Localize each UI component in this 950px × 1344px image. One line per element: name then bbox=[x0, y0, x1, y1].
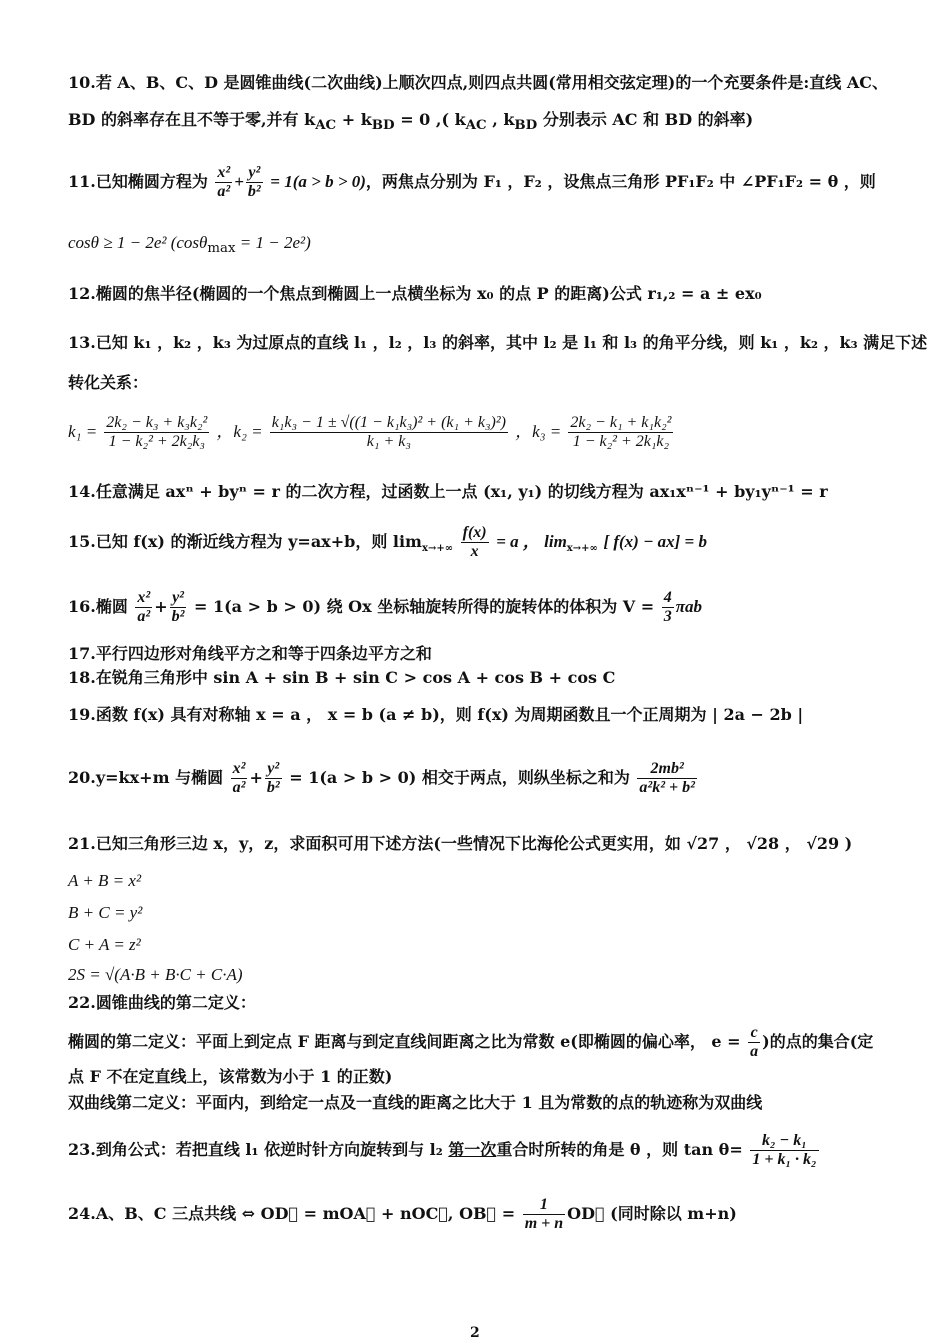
ellipse-condition: = 1(a > b > 0) bbox=[270, 172, 366, 191]
item-11-post: ，两焦点分别为 F₁ ，F₂ ，设焦点三角形 PF₁F₂ 中 ∠PF₁F₂ = θ ，则 bbox=[365, 172, 876, 191]
k3-lhs: ，k₃ = bbox=[515, 422, 562, 441]
item-15 bbox=[68, 520, 910, 571]
equation-1: A + B = x² bbox=[68, 871, 142, 890]
frac-den: a²k² + b² bbox=[639, 779, 695, 796]
item-15-prefix: 15.已知 f(x) 的渐近线方程为 y=ax+b，则 lim bbox=[68, 532, 422, 551]
pi-ab: πab bbox=[675, 597, 703, 616]
item-22-hyperbola: 双曲线第二定义：平面内，到给定一点及一直线的距离之比大于 1 且为常数的点的轨迹称为双曲线 bbox=[68, 1093, 763, 1112]
sub-bd-2: BD bbox=[514, 117, 538, 134]
item-18: 18.在锐角三角形中 sin A + sin B + sin C > cos A + cos B + cos C bbox=[68, 668, 616, 687]
frac-num: x² bbox=[217, 164, 231, 181]
k2-lhs: ，k₂ = bbox=[216, 422, 263, 441]
item-22-ellipse bbox=[68, 1022, 910, 1062]
item-20: 20.y=kx+m 与椭圆 $\frac{\text{x²}}{\text{a²}}$ + $\frac{\text{y²}}{\text{b²}}$ = 1(a > b > 0) 相交于两点，则纵坐标之和为 $\frac{\text{2mb²}}{\text{a²k² + b²}}$ bbox=[68, 760, 695, 796]
cos-max-value: = 1 − 2e²) bbox=[235, 233, 311, 252]
item-13-formulas bbox=[68, 402, 910, 462]
item-19: 19.函数 f(x) 具有对称轴 x = a ， x = b (a ≠ b)，则 f(x) 为周期函数且一个正周期为 | 2a − 2b | bbox=[68, 705, 804, 724]
item-23 bbox=[68, 1128, 910, 1172]
frac-den: 1 − k₂² + 2k₂k₃ bbox=[108, 433, 205, 450]
frac-den: a² bbox=[137, 608, 151, 625]
frac-num: k₂ − k₁ bbox=[750, 1132, 818, 1151]
equation-4: 2S = √(A·B + B·C + C·A) bbox=[68, 965, 243, 984]
frac-den: a² bbox=[232, 779, 246, 796]
frac-den: a bbox=[750, 1043, 759, 1060]
item-13-line1: 13.已知 k₁ ，k₂ ，k₃ 为过原点的直线 l₁ ，l₂ ，l₃ 的斜率，其中 l₂ 是 l₁ 和 l₃ 的角平分线，则 k₁ ，k₂ ，k₃ 满足下述 bbox=[68, 333, 928, 352]
frac-den: 1 − k₂² + 2k₁k₂ bbox=[572, 433, 670, 450]
frac-den: 1 + k₁ · k₂ bbox=[752, 1151, 817, 1168]
item-12: 12.椭圆的焦半径(椭圆的一个焦点到椭圆上一点横坐标为 x₀ 的点 P 的距离)公式 r₁,₂ = a ± ex₀ bbox=[68, 284, 762, 303]
item-11-line2 bbox=[68, 232, 910, 260]
frac-den: b² bbox=[247, 183, 261, 200]
fraction-y2-b2 bbox=[265, 760, 282, 797]
equation-3: C + A = z² bbox=[68, 935, 141, 954]
frac-num: y² bbox=[265, 760, 282, 779]
frac-num: y² bbox=[246, 164, 263, 183]
frac-num: 2mb² bbox=[637, 760, 697, 779]
plus-sign: + bbox=[234, 172, 244, 191]
sub-max: max bbox=[207, 241, 236, 257]
sub-bd: BD bbox=[371, 117, 395, 134]
sub-ac: AC bbox=[315, 117, 337, 134]
fraction-x2-a2 bbox=[231, 760, 248, 797]
sub-ac-2: AC bbox=[465, 117, 487, 134]
frac-num: f(x) bbox=[462, 524, 487, 541]
fraction-x2-a2 bbox=[215, 164, 232, 201]
k2-fraction bbox=[270, 414, 508, 451]
cos-inequality: cosθ ≥ 1 − 2e² (cosθ bbox=[68, 233, 208, 252]
comma: , k bbox=[486, 110, 515, 129]
frac-den: b² bbox=[266, 779, 280, 796]
frac-num: y² bbox=[170, 589, 187, 608]
item-15-post: [ f(x) − ax] = b bbox=[603, 532, 707, 551]
k1-lhs: k₁ = bbox=[68, 422, 98, 441]
frac-num: 1 bbox=[523, 1196, 565, 1215]
frac-num: c bbox=[748, 1024, 760, 1043]
frac-den: k₁ + k₃ bbox=[366, 433, 411, 450]
item-17: 17.平行四边形对角线平方之和等于四条边平方之和 bbox=[68, 644, 432, 663]
frac-num: x² bbox=[232, 760, 246, 777]
item-24-prefix: 24.A、B、C 三点共线 ⇔ OD⃗ = mOA⃗ + nOC⃗, OB⃗ = bbox=[68, 1204, 516, 1223]
item-10-line2 bbox=[68, 109, 910, 136]
item-22: 22.圆锥曲线的第二定义： bbox=[68, 993, 256, 1012]
fx-over-x bbox=[461, 524, 489, 561]
frac-den: m + n bbox=[524, 1215, 564, 1232]
item-16-mid: = 1(a > b > 0) 绕 Ox 坐标轴旋转所得的旋转体的体积为 V = bbox=[194, 597, 655, 616]
ellipse-def-post: )的点的集合(定 bbox=[762, 1032, 874, 1051]
k1-fraction bbox=[104, 414, 209, 451]
frac-num: x² bbox=[137, 589, 151, 606]
tan-fraction bbox=[750, 1132, 818, 1169]
sum-fraction bbox=[637, 760, 697, 797]
item-16-prefix: 16.椭圆 bbox=[68, 597, 128, 616]
fraction-1-mn bbox=[523, 1196, 565, 1233]
item-24 bbox=[68, 1192, 910, 1236]
item-23-prefix: 23.到角公式：若把直线 l₁ 依逆时针方向旋转到与 l₂ bbox=[68, 1140, 449, 1159]
item-20-mid: = 1(a > b > 0) 相交于两点，则纵坐标之和为 bbox=[289, 768, 630, 787]
frac-den: x bbox=[470, 543, 479, 560]
item-10-line1: 10.若 A、B、C、D 是圆锥曲线(二次曲线)上顺次四点,则四点共圆(常用相交弦定理)的一个充要条件是:直线 AC、 bbox=[68, 73, 889, 92]
item-10-text: BD 的斜率存在且不等于零,并有 k bbox=[68, 110, 316, 129]
item-21: 21.已知三角形三边 x，y，z，求面积可用下述方法(一些情况下比海伦公式更实用，如 √27 ， √28 ， √29 ) bbox=[68, 834, 853, 853]
fraction-y2-b2 bbox=[246, 164, 263, 201]
fraction-y2-b2 bbox=[170, 589, 187, 626]
frac-num: 2k₂ − k₃ + k₃k₂² bbox=[106, 414, 208, 431]
equation-2: B + C = y² bbox=[68, 903, 143, 922]
item-16: 16.椭圆 $\frac{\text{x²}}{\text{a²}}$ + $\frac{\text{y²}}{\text{b²}}$ = 1(a > b > 0) 绕 Ox 坐标轴旋转所得的旋转体的体积为 V = $\frac{4}{3}$ πab bbox=[68, 589, 703, 625]
fraction-x2-a2 bbox=[135, 589, 152, 626]
frac-den: a² bbox=[217, 183, 231, 200]
item-14: 14.任意满足 axⁿ + byⁿ = r 的二次方程，过函数上一点 (x₁, y₁) 的切线方程为 ax₁xⁿ⁻¹ + by₁yⁿ⁻¹ = r bbox=[68, 482, 828, 501]
frac-den: b² bbox=[171, 608, 185, 625]
fraction-c-a bbox=[748, 1024, 760, 1061]
item-13-line2: 转化关系： bbox=[68, 373, 149, 392]
item-20-prefix: 20.y=kx+m 与椭圆 bbox=[68, 768, 224, 787]
item-22-ellipse-cont: 点 F 不在定直线上，该常数为小于 1 的正数) bbox=[68, 1067, 393, 1086]
item-11-line1 bbox=[68, 160, 910, 204]
item-15-mid: = a ， lim bbox=[496, 532, 567, 551]
frac-num: 4 bbox=[663, 589, 672, 606]
fraction-4-3 bbox=[662, 589, 674, 626]
frac-num: k₁k₃ − 1 ± √((1 − k₁k₃)² + (k₁ + k₃)²) bbox=[271, 414, 506, 431]
item-10-tail: 分别表示 AC 和 BD 的斜率) bbox=[537, 110, 754, 129]
k3-fraction bbox=[568, 414, 673, 451]
plus: + k bbox=[336, 110, 372, 129]
underlined-first-time: 第一次 bbox=[448, 1140, 497, 1159]
item-24-post: OD⃗ (同时除以 m+n) bbox=[567, 1204, 737, 1223]
item-23-mid: 重合时所转的角是 θ ，则 tan θ= bbox=[496, 1140, 743, 1159]
lim-sub: x→+∞ bbox=[421, 543, 454, 555]
frac-num: 2k₂ − k₁ + k₁k₂² bbox=[570, 414, 672, 431]
eq: = 0 ,( k bbox=[394, 110, 466, 129]
item-11-prefix: 11.已知椭圆方程为 bbox=[68, 172, 208, 191]
ellipse-def-prefix: 椭圆的第二定义：平面上到定点 F 距离与到定直线间距离之比为常数 e(即椭圆的偏心率， e = bbox=[68, 1032, 741, 1051]
frac-den: 3 bbox=[663, 608, 672, 625]
lim-sub-2: x→+∞ bbox=[566, 543, 598, 555]
page-number: 2 bbox=[470, 1325, 480, 1341]
